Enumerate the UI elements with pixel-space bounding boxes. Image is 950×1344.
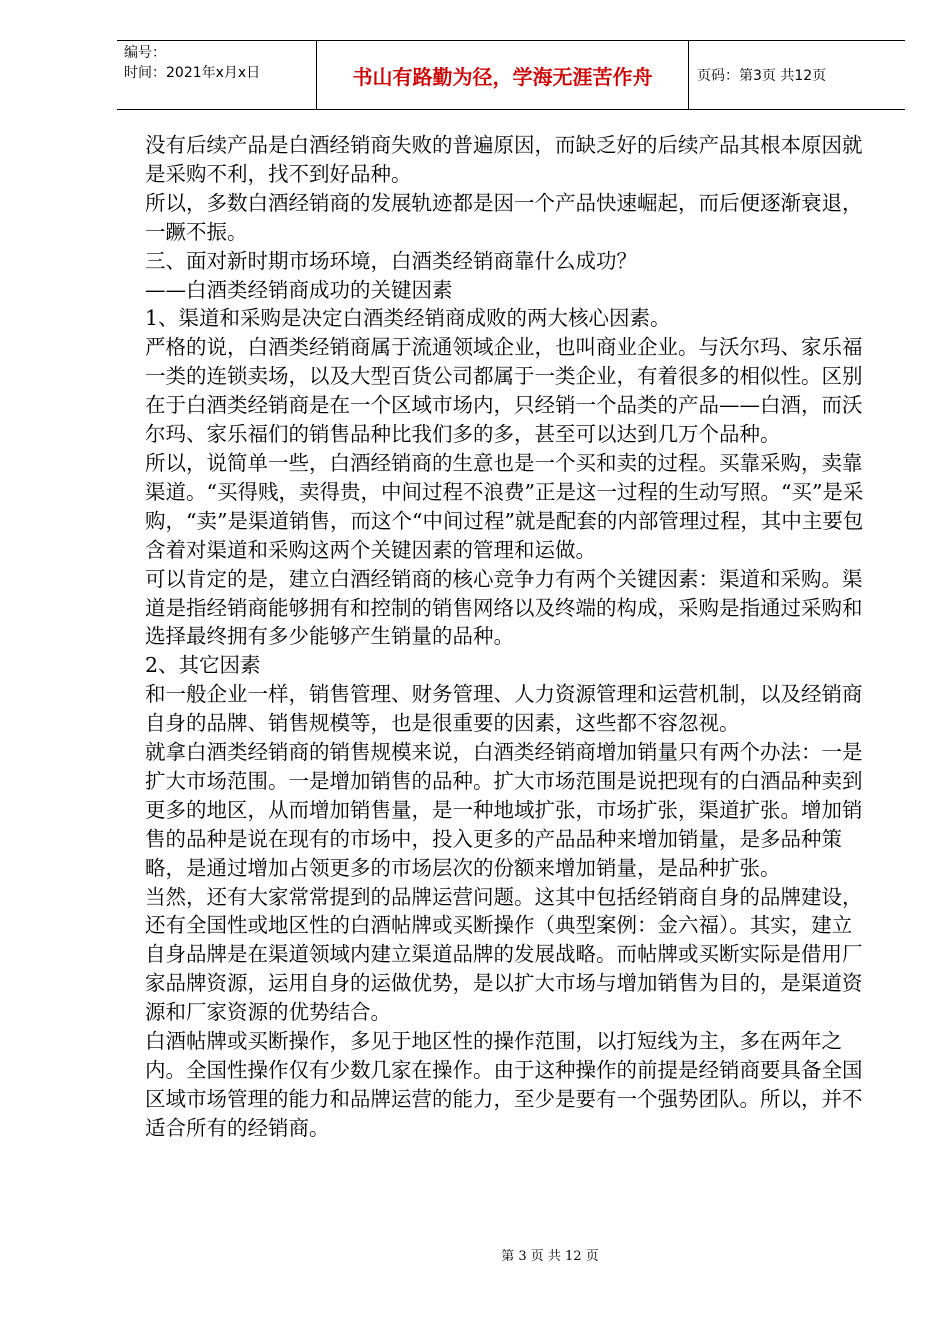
page-footer [0,1245,950,1264]
paragraph: 当然，还有大家常常提到的品牌运营问题。这其中包括经销商自身的品牌建设，还有全国性或地区性的白酒帖牌或买断操作（典型案例：金六福）。其实，建立自身品牌是在渠道领域内建立渠道品牌的发展战略。而帖牌或买断实际是借用厂家品牌资源，运用自身的运做优势，是以扩大市场与增加销售为目的，是渠道资源和厂家资源的优势结合。 [145,884,863,1025]
paragraph: 可以肯定的是，建立白酒经销商的核心竞争力有两个关键因素：渠道和采购。渠道是指经销商能够拥有和控制的销售网络以及终端的构成，采购是指通过采购和选择最终拥有多少能够产生销量的品种。 [145,566,863,649]
section-heading: 三、面对新时期市场环境，白酒类经销商靠什么成功？ [145,248,637,273]
paragraph: 严格的说，白酒类经销商属于流通领域企业，也叫商业企业。与沃尔玛、家乐福一类的连锁卖场，以及大型百货公司都属于一类企业，有着很多的相似性。区别在于白酒类经销商是在一个区域市场内，只经销一个品类的产品——白酒，而沃尔玛、家乐福们的销售品种比我们多的多，甚至可以达到几万个品种。 [145,335,863,447]
paragraph: 所以，说简单一些，白酒经销商的生意也是一个买和卖的过程。买靠采购，卖靠渠道。“买得贱，卖得贵，中间过程不浪费”正是这一过程的生动写照。“买”是采购，“卖”是渠道销售，而这个“中间过程”就是配套的内部管理过程，其中主要包含着对渠道和采购这两个关键因素的管理和运做。 [145,450,864,562]
subsection-heading: 1、渠道和采购是决定白酒类经销商成败的两大核心因素。 [145,306,671,331]
document-time-label: 时间：2021年x月x日 [124,65,261,81]
paragraph: 所以，多数白酒经销商的发展轨迹都是因一个产品快速崛起，而后便逐渐衰退，一蹶不振。 [145,190,863,244]
header-meta [117,41,316,109]
paragraph: 没有后续产品是白酒经销商失败的普遍原因，而缺乏好的后续产品其根本原因就是采购不利，找不到好品种。 [145,133,863,186]
document-number-label: 编号： [124,45,166,61]
header-motto: 书山有路勤为径，学海无涯苦作舟 [316,41,689,109]
paragraph: 和一般企业一样，销售管理、财务管理、人力资源管理和运营机制，以及经销商自身的品牌、销售规模等，也是很重要的因素，这些都不容忽视。 [145,682,863,736]
header-page-label: 页码：第3页 共12页 [697,68,827,84]
section-subheading: ——白酒类经销商成功的关键因素 [145,277,453,302]
footer-page-number: 第 3 页 共 12 页 [501,1249,599,1264]
paragraph: 白酒帖牌或买断操作，多见于地区性的操作范围，以打短线为主，多在两年之内。全国性操作仅有少数几家在操作。由于这种操作的前提是经销商要具备全国区域市场管理的能力和品牌运营的能力，至少是要有一个强势团队。所以，并不适合所有的经销商。 [145,1029,863,1140]
subsection-heading: 2、其它因素 [145,653,261,678]
page-header [117,40,905,110]
paragraph: 就拿白酒类经销商的销售规模来说，白酒类经销商增加销量只有两个办法：一是扩大市场范围。一是增加销售的品种。扩大市场范围是说把现有的白酒品种卖到更多的地区，从而增加销售量，是一种地域扩张，市场扩张，渠道扩张。增加销售的品种是说在现有的市场中，投入更多的产品品种来增加销量，是多品种策略，是通过增加占领更多的市场层次的份额来增加销量，是品种扩张。 [145,740,863,880]
document-body [145,131,870,1143]
